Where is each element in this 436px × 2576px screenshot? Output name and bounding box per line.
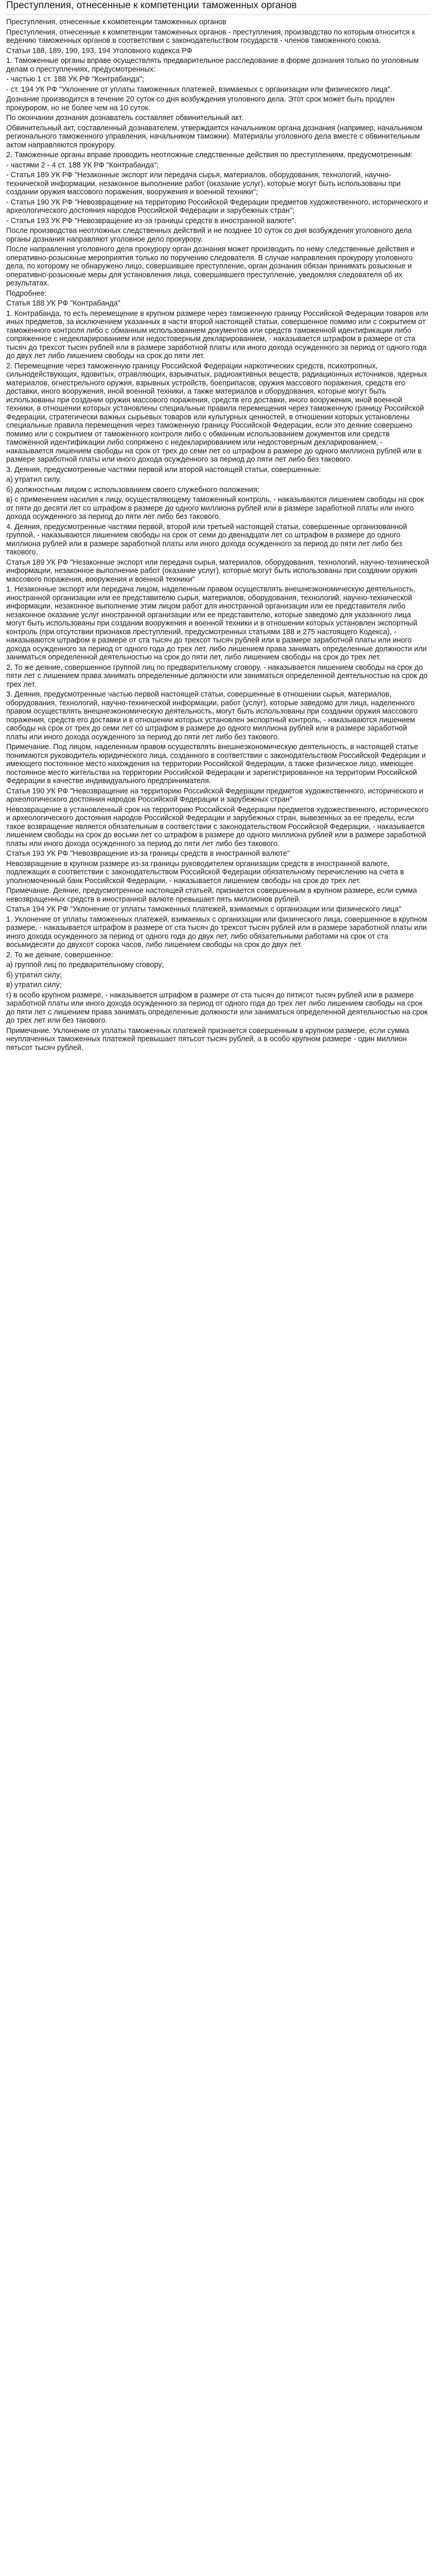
paragraph: Статья 194 УК РФ "Уклонение от уплаты таможенных платежей, взимаемых с организации или физического лица" <box>6 905 402 913</box>
paragraph: Статья 193 УК РФ "Невозвращение из-за границы средств в иностранной валюте" <box>6 850 290 858</box>
page-title: Преступления, отнесенные к компетенции таможенных органов <box>6 0 430 15</box>
paragraph: По окончании дознания дознаватель составляет обвинительный акт. <box>6 114 243 122</box>
paragraph: Статьи 188, 189, 190, 193, 194 Уголовного кодекса РФ <box>6 46 193 55</box>
paragraph: 1. Уклонение от уплаты таможенных платежей, взимаемых с организации или физического лица, совершенное в крупном размере, - наказывается штрафом в размере от ста тысяч до трехсот тысяч рублей или в размере заработной платы или иного дохода осужденного за период от одного года до двух лет, либо обязательными работами на срок от ста восьмидесяти до двухсот сорока часов, либо лишением свободы на срок до двух лет. <box>6 915 427 949</box>
paragraph: 3. Деяния, предусмотренные частями первой или второй настоящей статьи, совершенные: <box>6 465 321 474</box>
paragraph: Подробнее: <box>6 289 47 298</box>
paragraph: б) утратил силу; <box>6 971 62 979</box>
paragraph: - Статья 189 УК РФ "Незаконные экспорт или передача сырья, материалов, оборудования, технологий, научно-технической информации, незаконное выполнение работ (оказание услуг), которые могут быть использованы при создании оружия массового поражения, вооружения и военной техники"; <box>6 171 401 196</box>
paragraph: Примечание. Уклонение от уплаты таможенных платежей признается совершенным в крупном размере, если сумма неуплаченных таможенных платежей превышает пятьсот тысяч рублей, а в особо крупном размере - один миллион пятьсот тысяч рублей. <box>6 1026 409 1052</box>
paragraph: Преступления, отнесенные к компетенции таможенных органов - преступления, производство по которым относится к ведению таможенных органов в соответствии с законодательством государств - членов таможенного союза. <box>6 28 415 45</box>
paragraph: Примечание. Под лицом, наделенным правом осуществлять внешнеэкономическую деятельность, в настоящей статье понимаются руководитель юридического лица, созданного в соответствии с законодательством Российской Федерации и имеющего постоянное место нахождения на территории Российской Федерации, а также физическое лицо, имеющее постоянное место жительства на территории Российской Федерации и зарегистрированное на территории Российской Федерации в качестве индивидуального предпринимателя. <box>6 743 426 785</box>
paragraph: в) с применением насилия к лицу, осуществляющему таможенный контроль, - наказываются лишением свободы на срок от пяти до десяти лет со штрафом в размере до одного миллиона рублей или в размере заработной платы или иного дохода осужденного за период до пяти лет либо без такового. <box>6 496 424 521</box>
paragraph: - Статья 193 УК РФ "Невозвращение из-за границы средств в иностранной валюте". <box>6 216 297 225</box>
paragraph: 3. Деяния, предусмотренные частью первой настоящей статьи, совершенные в отношении сырья, материалов, оборудования, технологий, научно-технической информации, работ (услуг), которые заведомо для лица, наделенного правом осуществлять внешнеэкономическую деятельность, могут быть использованы при создании оружия массового поражения, средств его доставки и в отношении которых установлен экспортный контроль, - наказываются лишением свободы на срок от трех до семи лет со штрафом в размере до одного миллиона рублей или в размере заработной платы или иного дохода осужденного за период до пяти лет либо без такового. <box>6 690 418 741</box>
paragraph: 1. Незаконные экспорт или передача лицом, наделенным правом осуществлять внешнеэкономическую деятельность, иностранной организации или ее представителю сырья, материалов, оборудования, технологий, научно-технической информации, незаконное выполнение этим лицом работ для иностранной организации или ее представителя либо незаконное оказание услуг иностранной организации или ее представителю, которые заведомо для указанного лица могут быть использованы при создании вооружения и военной техники и в отношении которых установлен экспортный контроль (при отсутствии признаков преступлений, предусмотренных статьями 188 и 275 настоящего Кодекса), - наказываются штрафом в размере от ста тысяч до трехсот тысяч рублей или в размере заработной платы или иного дохода осужденного за период от одного года до трех лет, либо лишением права занимать определенные должности или заниматься определенной деятельностью на срок до пяти лет, либо лишением свободы на срок до трех лет. <box>6 585 427 662</box>
paragraph: Дознание производится в течение 20 суток со дня возбуждения уголовного дела. Этот срок может быть продлен прокурором, но не более чем на 10 суток. <box>6 95 395 112</box>
paragraph: 4. Деяния, предусмотренные частями первой, второй или третьей настоящей статьи, совершенные организованной группой, - наказываются лишением свободы на срок от семи до двенадцати лет со штрафом в размере до одного миллиона рублей или в размере заработной платы или иного дохода осужденного за период до пяти лет либо без такового. <box>6 522 407 556</box>
paragraph: После направления уголовного дела прокурору орган дознания может производить по нему следственные действия и оперативно-розыскные мероприятия только по поручению следователя. В случае направления прокурору уголовного дела, по которому не обнаружено лицо, совершившее преступление, орган дознания обязан принимать розыскные и оперативно-розыскные меры для установления лица, совершившего преступление, уведомляя следователя об их результатах. <box>6 245 415 287</box>
paragraph: а) группой лиц по предварительному сговору; <box>6 961 164 969</box>
paragraph: в) утратил силу; <box>6 981 62 989</box>
paragraph: 1. Контрабанда, то есть перемещение в крупном размере через таможенную границу Российской Федерации товаров или иных предметов, за исключением указанных в части второй настоящей статьи, совершенное помимо или с сокрытием от таможенного контроля либо с обманным использованием документов или средств таможенной идентификации либо сопряженное с недекларированием или недостоверным декларированием, - наказывается штрафом в размере от ста тысяч до трехсот тысяч рублей или в размере заработной платы или иного дохода осужденного за период от одного года до двух лет либо лишением свободы на срок до пяти лет. <box>6 309 428 360</box>
paragraph: - ст. 194 УК РФ "Уклонение от уплаты таможенных платежей, взимаемых с организации или физического лица". <box>6 85 393 94</box>
paragraph: Невозвращение в установленный срок на территорию Российской Федерации предметов художественного, исторического и археологического достояния народов Российской Федерации и зарубежных стран, вывезенных за ее пределы, если такое возвращение является обязательным в соответствии с законодательством Российской Федерации, - наказывается лишением свободы на срок до восьми лет со штрафом в размере до одного миллиона рублей или в размере заработной платы или иного дохода осужденного за период до пяти лет либо без такового. <box>6 805 429 848</box>
paragraph: - Статья 190 УК РФ "Невозвращение на территорию Российской Федерации предметов художественного, исторического и археологического достояния народов Российской Федерации и зарубежных стран"; <box>6 198 428 215</box>
paragraph: 2. То же деяние, совершенное группой лиц по предварительному сговору, - наказывается лишением свободы на срок до пяти лет с лишением права занимать определенные должности или заниматься определенной деятельностью на срок до трех лет. <box>6 663 428 689</box>
paragraph: 2. То же деяние, совершенное: <box>6 951 113 959</box>
paragraph: Статья 189 УК РФ "Незаконные экспорт или передача сырья, материалов, оборудования, технологий, научно-технической информации, незаконное выполнение работ (оказание услуг), которые могут быть использованы при создании оружия массового поражения, вооружения и военной техники" <box>6 558 429 584</box>
paragraph: г) в особо крупном размере, - наказывается штрафом в размере от ста тысяч до пятисот тысяч рублей или в размере заработной платы или иного дохода осужденного за период от одного года до трех лет либо лишением свободы на срок до пяти лет с лишением права занимать определенные должности или заниматься определенной деятельностью на срок до трех лет или без такового. <box>6 991 428 1025</box>
paragraph: 2. Перемещение через таможенную границу Российской Федерации наркотических средств, психотропных, сильнодействующих, ядовитых, отравляющих, взрывчатых, радиоактивных веществ, радиационных источников, ядерных материалов, огнестрельного оружия, взрывных устройств, боеприпасов, оружия массового поражения, средств его доставки, иного вооружения, иной военной техники, а также материалов и оборудования, которые могут быть использованы при создании оружия массового поражения, средств его доставки, иного вооружения, иной военной техники, в отношении которых установлены специальные правила перемещения через таможенную границу Российской Федерации, стратегически важных сырьевых товаров или культурных ценностей, в отношении которых установлены специальные правила перемещения через таможенную границу Российской Федерации, если это деяние совершено помимо или с сокрытием от таможенного контроля либо с обманным использованием документов или средств таможенной идентификации либо сопряжено с недекларированием или недостоверным декларированием, - наказывается лишением свободы на срок от трех до семи лет со штрафом в размере до одного миллиона рублей или в размере заработной платы или иного дохода осужденного за период до пяти лет либо без такового. <box>6 362 427 464</box>
document <box>0 0 436 1052</box>
paragraph: - частью 1 ст. 188 УК РФ "Контрабанда"; <box>6 75 144 83</box>
paragraph: После производства неотложных следственных действий и не позднее 10 суток со дня возбуждения уголовного дела органы дознания направляют уголовное дело прокурору. <box>6 227 412 244</box>
paragraph: Преступления, отнесенные к компетенции таможенных органов <box>6 18 226 26</box>
paragraph: Обвинительный акт, составленный дознавателем, утверждается начальником органа дознания (например, начальником регионального таможенного управления, начальником таможни). Материалы уголовного дела вместе с обвинительным актом направляются прокурору. <box>6 124 423 149</box>
paragraph: - частями 2 - 4 ст. 188 УК РФ "Контрабанда"; <box>6 161 159 170</box>
paragraph: 2. Таможенные органы вправе проводить неотложные следственные действия по преступлениям, предусмотренным: <box>6 151 413 159</box>
document-body <box>6 18 430 1052</box>
paragraph: Примечание. Деяние, предусмотренное настоящей статьей, признается совершенным в крупном размере, если сумма невозвращенных средств в иностранной валюте превышает пять миллионов рублей. <box>6 887 417 904</box>
paragraph: 1. Таможенные органы вправе осуществлять предварительное расследование в форме дознания только по уголовным делам о преступлениях, предусмотренных: <box>6 57 419 74</box>
paragraph: б) должностным лицом с использованием своего служебного положения; <box>6 485 259 494</box>
paragraph: Невозвращение в крупном размере из-за границы руководителем организации средств в иностранной валюте, подлежащих в соответствии с законодательством Российской Федерации обязательному перечислению на счета в уполномоченный банк Российской Федерации, - наказывается лишением свободы на срок до трех лет. <box>6 859 404 885</box>
paragraph: Статья 190 УК РФ "Невозвращение на территорию Российской Федерации предметов художественного, исторического и археологического достояния народов Российской Федерации и зарубежных стран" <box>6 787 424 804</box>
paragraph: а) утратил силу. <box>6 476 61 484</box>
paragraph: Статья 188 УК РФ "Контрабанда" <box>6 299 120 308</box>
